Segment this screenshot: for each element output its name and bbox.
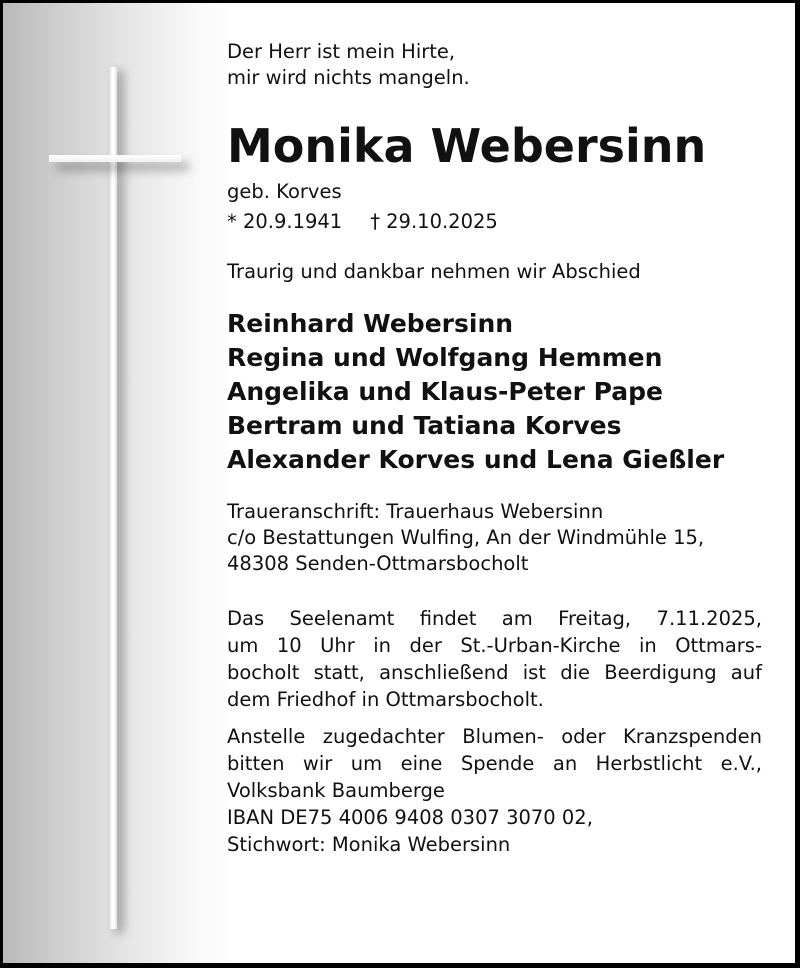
donation-line: Stichwort: Monika Webersinn [227,833,511,856]
obituary-content [227,39,762,858]
service-line: um 10 Uhr in der St.-Urban-Kirche in Ottmars- [227,634,762,657]
cross-icon [109,67,117,929]
donation-line: bitten wir um eine Spende an Herbstlicht e.V., [227,752,762,775]
donation-line: IBAN DE75 4006 9408 0307 3070 02, [227,806,593,829]
birth-date: * 20.9.1941 [227,210,343,233]
mourner-name: Bertram und Tatiana Korves [227,411,622,440]
address-line: Traueranschrift: Trauerhaus Webersinn [227,500,604,523]
service-line: bocholt statt, anschließend ist die Beerdigung auf [227,661,762,684]
background-shade [3,3,233,963]
life-dates [227,209,762,235]
donation-request [227,723,762,858]
deceased-name: Monika Webersinn [227,119,707,173]
mourners-list [227,307,762,477]
address-line: c/o Bestattungen Wulfing, An der Windmühle 15, [227,526,705,549]
verse-line: Der Herr ist mein Hirte, [227,40,456,63]
cross-icon-crossbar [49,155,181,162]
service-line: dem Friedhof in Ottmarsbocholt. [227,688,544,711]
birth-name: geb. Korves [227,180,342,203]
mourner-name: Angelika und Klaus-Peter Pape [227,377,663,406]
death-date: † 29.10.2025 [370,210,498,233]
service-line: Das Seelenamt findet am Freitag, 7.11.2025, [227,607,762,630]
service-announcement [227,605,762,713]
address-line: 48308 Senden-Ottmarsbocholt [227,552,529,575]
mourner-name: Alexander Korves und Lena Gießler [227,445,725,474]
mourning-address [227,499,762,577]
verse-line: mir wird nichts mangeln. [227,66,470,89]
mourner-name: Reinhard Webersinn [227,309,514,338]
farewell-text: Traurig und dankbar nehmen wir Abschied [227,260,641,283]
obituary-card [3,3,795,963]
bible-verse [227,39,762,91]
donation-line: Anstelle zugedachter Blumen- oder Kranzspenden [227,725,762,748]
mourner-name: Regina und Wolfgang Hemmen [227,343,663,372]
donation-line: Volksbank Baumberge [227,779,445,802]
